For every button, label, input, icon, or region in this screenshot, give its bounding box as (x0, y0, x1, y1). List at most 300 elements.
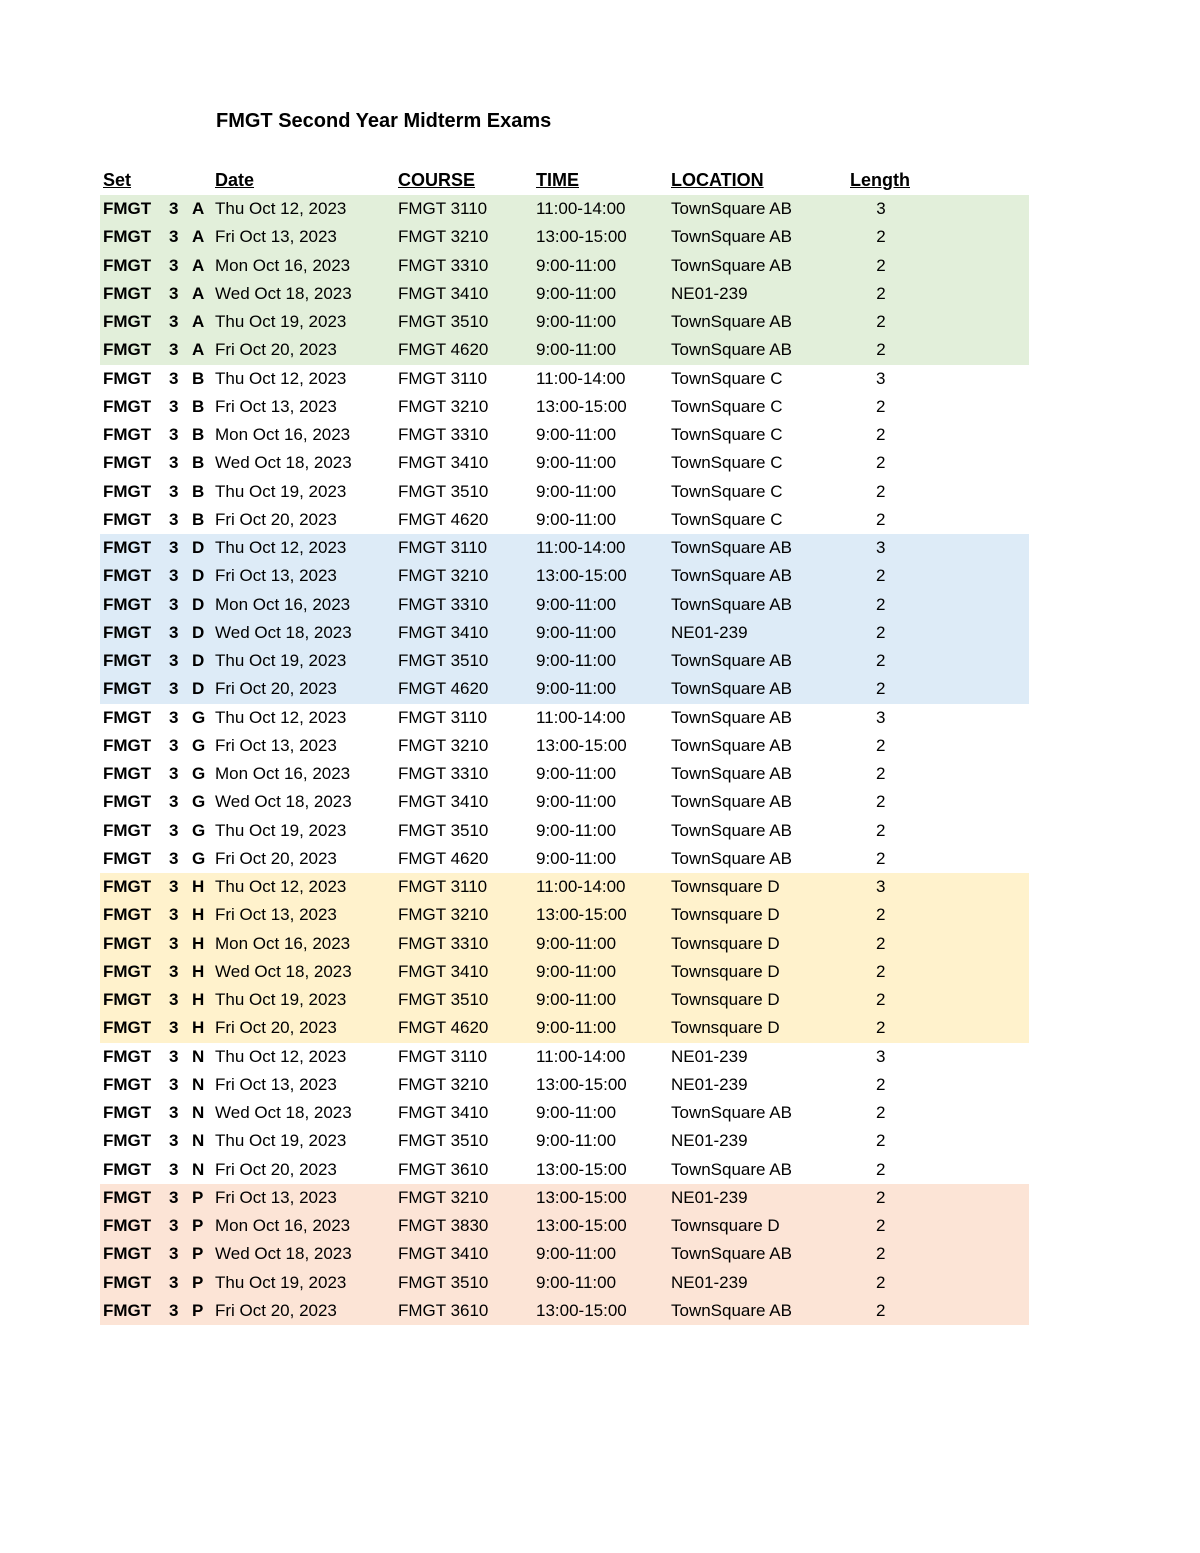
exam-date: Fri Oct 20, 2023 (215, 1300, 337, 1320)
set-year: 3 (169, 481, 179, 501)
exam-location: TownSquare AB (671, 566, 792, 586)
set-year: 3 (169, 368, 179, 388)
table-row (100, 336, 1029, 364)
set-program: FMGT (103, 255, 152, 275)
exam-length: 2 (876, 1074, 886, 1094)
exam-time: 9:00-11:00 (536, 679, 617, 699)
exam-time: 9:00-11:00 (536, 312, 617, 331)
set-program: FMGT (103, 1244, 152, 1264)
course-code: FMGT 3610 (398, 1159, 489, 1179)
course-code: FMGT 3210 (398, 227, 489, 247)
exam-length: 2 (876, 651, 886, 670)
course-code: FMGT 3510 (398, 481, 489, 501)
course-code: FMGT 3510 (398, 312, 489, 331)
set-program: FMGT (103, 1272, 152, 1292)
table-row (100, 223, 1029, 251)
exam-location: NE01-239 (671, 1046, 748, 1066)
set-year: 3 (169, 566, 179, 586)
set-section: H (192, 1018, 205, 1038)
set-year: 3 (169, 1074, 179, 1094)
course-code: FMGT 4620 (398, 509, 489, 529)
exam-time: 9:00-11:00 (536, 1244, 617, 1264)
course-code: FMGT 3210 (398, 735, 489, 755)
exam-date: Wed Oct 18, 2023 (215, 1244, 352, 1264)
set-section: N (192, 1159, 205, 1179)
exam-date: Mon Oct 16, 2023 (215, 1216, 351, 1235)
set-year: 3 (169, 877, 179, 896)
exam-time: 9:00-11:00 (536, 481, 617, 501)
exam-location: TownSquare AB (671, 227, 792, 247)
exam-length: 3 (876, 707, 886, 727)
set-year: 3 (169, 425, 179, 444)
set-year: 3 (169, 1103, 179, 1122)
exam-location: TownSquare AB (671, 1103, 792, 1122)
table-row (100, 308, 1029, 336)
exam-location: NE01-239 (671, 1131, 748, 1151)
exam-time: 13:00-15:00 (536, 1187, 627, 1207)
set-program: FMGT (103, 905, 152, 925)
course-code: FMGT 3510 (398, 1131, 489, 1151)
exam-location: TownSquare C (671, 368, 783, 388)
set-section: B (192, 509, 205, 529)
exam-length: 2 (876, 1131, 886, 1151)
exam-location: Townsquare D (671, 877, 780, 896)
set-year: 3 (169, 1272, 179, 1292)
exam-length: 2 (876, 255, 886, 275)
exam-time: 9:00-11:00 (536, 255, 617, 275)
course-code: FMGT 3310 (398, 255, 489, 275)
set-program: FMGT (103, 1103, 152, 1122)
set-program: FMGT (103, 877, 152, 896)
course-code: FMGT 3110 (398, 1046, 488, 1066)
set-program: FMGT (103, 481, 152, 501)
exam-date: Thu Oct 12, 2023 (215, 877, 347, 896)
exam-length: 2 (876, 933, 886, 953)
table-row (100, 1014, 1029, 1042)
set-program: FMGT (103, 594, 152, 614)
exam-location: TownSquare AB (671, 255, 792, 275)
set-year: 3 (169, 509, 179, 529)
set-program: FMGT (103, 453, 152, 473)
exam-length: 2 (876, 481, 886, 501)
set-section: H (192, 990, 205, 1009)
table-row (100, 675, 1029, 703)
set-program: FMGT (103, 792, 152, 812)
exam-location: TownSquare AB (671, 312, 792, 331)
exam-location: Townsquare D (671, 905, 780, 925)
exam-location: TownSquare AB (671, 707, 792, 727)
exam-location: NE01-239 (671, 1074, 748, 1094)
exam-time: 9:00-11:00 (536, 283, 617, 303)
set-program: FMGT (103, 283, 152, 303)
exam-length: 2 (876, 792, 886, 812)
set-program: FMGT (103, 368, 152, 388)
exam-time: 13:00-15:00 (536, 396, 627, 416)
table-row (100, 1043, 1029, 1071)
course-code: FMGT 3110 (398, 877, 488, 896)
set-year: 3 (169, 255, 179, 275)
exam-length: 2 (876, 905, 886, 925)
table-row (100, 449, 1029, 477)
exam-time: 9:00-11:00 (536, 1018, 617, 1038)
exam-length: 2 (876, 566, 886, 586)
exam-location: TownSquare AB (671, 340, 792, 360)
header-length: Length (850, 170, 910, 190)
set-year: 3 (169, 764, 179, 783)
set-program: FMGT (103, 396, 152, 416)
table-row (100, 252, 1029, 280)
set-section: B (192, 425, 205, 444)
set-year: 3 (169, 1244, 179, 1264)
exam-time: 9:00-11:00 (536, 453, 617, 473)
exam-date: Mon Oct 16, 2023 (215, 933, 351, 953)
table-row (100, 562, 1029, 590)
exam-location: TownSquare AB (671, 1159, 792, 1179)
header-date: Date (215, 170, 255, 190)
exam-length: 2 (876, 1103, 886, 1122)
course-code: FMGT 4620 (398, 1018, 489, 1038)
set-section: A (192, 227, 205, 247)
exam-time: 9:00-11:00 (536, 933, 617, 953)
exam-location: Townsquare D (671, 933, 780, 953)
set-program: FMGT (103, 848, 152, 868)
exam-location: TownSquare C (671, 509, 783, 529)
exam-date: Mon Oct 16, 2023 (215, 594, 351, 614)
course-code: FMGT 3210 (398, 1074, 489, 1094)
table-row (100, 1269, 1029, 1297)
exam-date: Thu Oct 19, 2023 (215, 1272, 347, 1292)
exam-location: Townsquare D (671, 1216, 780, 1235)
table-row (100, 1212, 1029, 1240)
exam-time: 9:00-11:00 (536, 340, 617, 360)
exam-time: 9:00-11:00 (536, 1272, 617, 1292)
exam-date: Thu Oct 12, 2023 (215, 707, 347, 727)
set-year: 3 (169, 679, 179, 699)
set-section: A (192, 255, 205, 275)
exam-location: TownSquare AB (671, 1300, 792, 1320)
set-year: 3 (169, 848, 179, 868)
exam-location: NE01-239 (671, 1187, 748, 1207)
exam-location: TownSquare AB (671, 538, 792, 557)
course-code: FMGT 3110 (398, 368, 488, 388)
set-year: 3 (169, 1159, 179, 1179)
set-year: 3 (169, 735, 179, 755)
exam-date: Wed Oct 18, 2023 (215, 1103, 352, 1122)
exam-time: 9:00-11:00 (536, 848, 617, 868)
course-code: FMGT 3410 (398, 622, 489, 642)
set-year: 3 (169, 1187, 179, 1207)
table-row (100, 478, 1029, 506)
set-year: 3 (169, 538, 179, 557)
exam-date: Fri Oct 13, 2023 (215, 227, 337, 247)
table-row (100, 1184, 1029, 1212)
exam-length: 2 (876, 735, 886, 755)
set-year: 3 (169, 622, 179, 642)
set-section: B (192, 481, 205, 501)
set-program: FMGT (103, 340, 152, 360)
exam-date: Fri Oct 13, 2023 (215, 396, 337, 416)
set-program: FMGT (103, 1159, 152, 1179)
exam-length: 2 (876, 1272, 886, 1292)
exam-length: 2 (876, 764, 886, 783)
table-row (100, 534, 1029, 562)
set-program: FMGT (103, 679, 152, 699)
exam-length: 2 (876, 1159, 886, 1179)
exam-location: TownSquare AB (671, 848, 792, 868)
exam-length: 2 (876, 312, 886, 331)
set-program: FMGT (103, 509, 152, 529)
course-code: FMGT 3510 (398, 1272, 489, 1292)
set-program: FMGT (103, 820, 152, 840)
course-code: FMGT 3210 (398, 396, 489, 416)
set-year: 3 (169, 1046, 179, 1066)
exam-date: Mon Oct 16, 2023 (215, 255, 351, 275)
exam-location: TownSquare AB (671, 1244, 792, 1264)
table-row (100, 732, 1029, 760)
set-program: FMGT (103, 1018, 152, 1038)
exam-length: 2 (876, 396, 886, 416)
exam-length: 2 (876, 509, 886, 529)
set-year: 3 (169, 1018, 179, 1038)
set-program: FMGT (103, 1300, 152, 1320)
set-program: FMGT (103, 1131, 152, 1151)
exam-location: NE01-239 (671, 622, 748, 642)
exam-date: Thu Oct 19, 2023 (215, 990, 347, 1009)
exam-date: Thu Oct 12, 2023 (215, 368, 347, 388)
header-course: COURSE (398, 170, 476, 190)
exam-time: 11:00-14:00 (536, 368, 626, 388)
exam-length: 2 (876, 622, 886, 642)
exam-location: NE01-239 (671, 1272, 748, 1292)
exam-length: 2 (876, 990, 886, 1009)
set-program: FMGT (103, 764, 152, 783)
course-code: FMGT 3310 (398, 764, 489, 783)
exam-length: 3 (876, 538, 886, 557)
exam-date: Wed Oct 18, 2023 (215, 792, 352, 812)
exam-time: 9:00-11:00 (536, 509, 617, 529)
set-section: N (192, 1103, 205, 1122)
exam-length: 2 (876, 679, 886, 699)
table-row (100, 1297, 1029, 1325)
set-year: 3 (169, 199, 179, 218)
exam-time: 9:00-11:00 (536, 1131, 617, 1151)
course-code: FMGT 3310 (398, 594, 489, 614)
exam-time: 13:00-15:00 (536, 227, 627, 247)
set-program: FMGT (103, 566, 152, 586)
table-row (100, 421, 1029, 449)
exam-location: TownSquare AB (671, 199, 792, 218)
set-section: H (192, 961, 205, 981)
exam-date: Fri Oct 20, 2023 (215, 509, 337, 529)
exam-length: 3 (876, 877, 886, 896)
set-section: H (192, 877, 205, 896)
exam-length: 2 (876, 1244, 886, 1264)
exam-time: 9:00-11:00 (536, 792, 617, 812)
set-program: FMGT (103, 1216, 152, 1235)
table-row (100, 986, 1029, 1014)
exam-time: 13:00-15:00 (536, 566, 627, 586)
set-program: FMGT (103, 425, 152, 444)
set-year: 3 (169, 396, 179, 416)
table-row (100, 280, 1029, 308)
exam-date: Fri Oct 20, 2023 (215, 1159, 337, 1179)
table-row (100, 1127, 1029, 1155)
exam-date: Fri Oct 13, 2023 (215, 566, 337, 586)
exam-date: Thu Oct 19, 2023 (215, 312, 347, 331)
set-year: 3 (169, 651, 179, 670)
set-section: N (192, 1046, 205, 1066)
table-header (100, 170, 1029, 194)
exam-date: Fri Oct 20, 2023 (215, 1018, 337, 1038)
set-section: A (192, 340, 205, 360)
exam-location: Townsquare D (671, 961, 780, 981)
set-section: G (192, 820, 206, 840)
course-code: FMGT 4620 (398, 679, 489, 699)
set-program: FMGT (103, 990, 152, 1009)
exam-date: Thu Oct 19, 2023 (215, 481, 347, 501)
course-code: FMGT 3610 (398, 1300, 489, 1320)
header-set: Set (103, 170, 132, 190)
course-code: FMGT 3310 (398, 425, 489, 444)
course-code: FMGT 3410 (398, 792, 489, 812)
table-row (100, 506, 1029, 534)
set-section: B (192, 396, 205, 416)
table-row (100, 591, 1029, 619)
exam-time: 13:00-15:00 (536, 905, 627, 925)
course-code: FMGT 3110 (398, 199, 488, 218)
exam-date: Thu Oct 12, 2023 (215, 1046, 347, 1066)
exam-location: TownSquare AB (671, 679, 792, 699)
exam-location: NE01-239 (671, 283, 748, 303)
exam-date: Fri Oct 13, 2023 (215, 735, 337, 755)
set-section: P (192, 1300, 204, 1320)
exam-time: 9:00-11:00 (536, 425, 617, 444)
set-program: FMGT (103, 227, 152, 247)
exam-location: TownSquare AB (671, 792, 792, 812)
exam-date: Mon Oct 16, 2023 (215, 764, 351, 783)
set-year: 3 (169, 961, 179, 981)
set-section: D (192, 679, 205, 699)
table-row (100, 647, 1029, 675)
exam-date: Fri Oct 13, 2023 (215, 905, 337, 925)
table-row (100, 1099, 1029, 1127)
set-section: H (192, 905, 205, 925)
exam-date: Thu Oct 19, 2023 (215, 820, 347, 840)
exam-time: 13:00-15:00 (536, 1216, 627, 1235)
exam-date: Thu Oct 12, 2023 (215, 199, 347, 218)
set-section: B (192, 368, 205, 388)
set-program: FMGT (103, 622, 152, 642)
exam-date: Fri Oct 20, 2023 (215, 340, 337, 360)
set-section: D (192, 538, 205, 557)
exam-date: Fri Oct 13, 2023 (215, 1074, 337, 1094)
set-section: G (192, 764, 206, 783)
table-row (100, 195, 1029, 223)
exam-time: 9:00-11:00 (536, 651, 617, 670)
set-program: FMGT (103, 735, 152, 755)
exam-date: Mon Oct 16, 2023 (215, 425, 351, 444)
header-location: LOCATION (671, 170, 764, 190)
course-code: FMGT 3510 (398, 990, 489, 1009)
exam-location: TownSquare AB (671, 651, 792, 670)
set-year: 3 (169, 933, 179, 953)
set-year: 3 (169, 453, 179, 473)
set-section: A (192, 199, 205, 218)
set-program: FMGT (103, 199, 152, 218)
course-code: FMGT 3310 (398, 933, 489, 953)
exam-location: TownSquare C (671, 453, 783, 473)
table-row (100, 788, 1029, 816)
exam-location: TownSquare C (671, 425, 783, 444)
exam-time: 13:00-15:00 (536, 1074, 627, 1094)
set-program: FMGT (103, 1187, 152, 1207)
table-row (100, 393, 1029, 421)
set-year: 3 (169, 990, 179, 1009)
set-program: FMGT (103, 538, 152, 557)
exam-length: 2 (876, 283, 886, 303)
exam-length: 2 (876, 961, 886, 981)
set-section: G (192, 707, 206, 727)
course-code: FMGT 3410 (398, 961, 489, 981)
set-program: FMGT (103, 312, 152, 331)
course-code: FMGT 3410 (398, 1103, 489, 1122)
set-program: FMGT (103, 1074, 152, 1094)
course-code: FMGT 3110 (398, 538, 488, 557)
table-row (100, 901, 1029, 929)
exam-length: 3 (876, 199, 886, 218)
set-year: 3 (169, 312, 179, 331)
set-year: 3 (169, 283, 179, 303)
page-title: FMGT Second Year Midterm Exams (216, 110, 552, 132)
set-program: FMGT (103, 651, 152, 670)
set-section: A (192, 283, 205, 303)
exam-time: 9:00-11:00 (536, 764, 617, 783)
set-year: 3 (169, 792, 179, 812)
set-year: 3 (169, 1131, 179, 1151)
set-section: H (192, 933, 205, 953)
table-row (100, 365, 1029, 393)
exam-length: 2 (876, 1187, 886, 1207)
table-row (100, 873, 1029, 901)
exam-length: 2 (876, 453, 886, 473)
exam-time: 9:00-11:00 (536, 820, 617, 840)
table-row (100, 760, 1029, 788)
exam-time: 13:00-15:00 (536, 1159, 627, 1179)
exam-date: Wed Oct 18, 2023 (215, 283, 352, 303)
course-code: FMGT 3510 (398, 820, 489, 840)
course-code: FMGT 3210 (398, 1187, 489, 1207)
exam-location: TownSquare AB (671, 764, 792, 783)
table-row (100, 1240, 1029, 1268)
set-section: A (192, 312, 205, 331)
table-row (100, 817, 1029, 845)
set-section: P (192, 1216, 204, 1235)
exam-table (100, 195, 1029, 1325)
set-year: 3 (169, 227, 179, 247)
course-code: FMGT 3410 (398, 1244, 489, 1264)
set-year: 3 (169, 905, 179, 925)
set-section: N (192, 1131, 205, 1151)
set-program: FMGT (103, 933, 152, 953)
course-code: FMGT 3410 (398, 283, 489, 303)
set-program: FMGT (103, 961, 152, 981)
set-year: 3 (169, 820, 179, 840)
set-section: G (192, 792, 206, 812)
course-code: FMGT 3210 (398, 566, 489, 586)
exam-date: Wed Oct 18, 2023 (215, 622, 352, 642)
course-code: FMGT 4620 (398, 340, 489, 360)
exam-length: 2 (876, 340, 886, 360)
